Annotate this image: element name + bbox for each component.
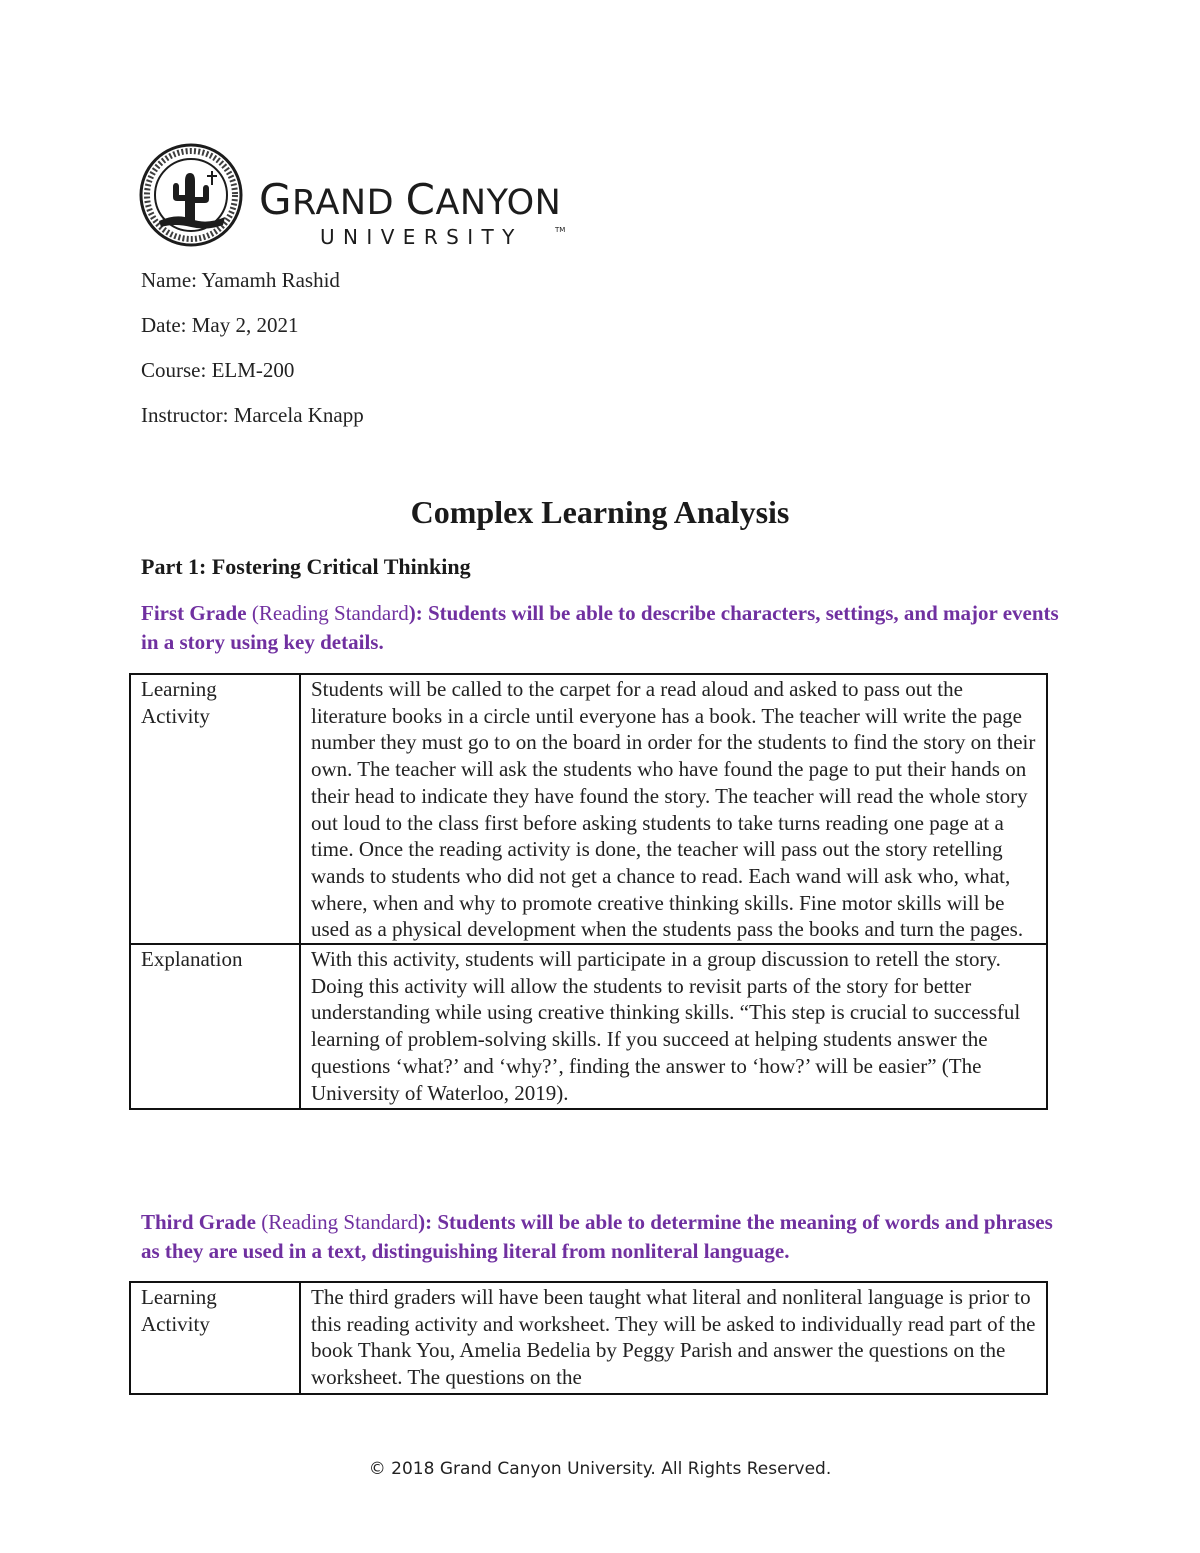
first-grade-table — [129, 673, 1048, 1110]
row-content: The third graders will have been taught what literal and nonliteral language is prior to this reading activity and worksheet. They will be asked to individually read part of the book Thank You, Amelia Bedelia by Peggy Parish and answer the questions on the worksheet. The questions on the — [300, 1282, 1047, 1394]
row-label: Learning Activity — [130, 674, 300, 944]
row-content: Students will be called to the carpet for a read aloud and asked to pass out the literature books in a circle until everyone has a book. The teacher will write the page number they must go to on the board in order for the students to find the story on their own. The teacher will ask the students who have found the page to put their hands on their head to indicate they have found the story. The teacher will read the whole story out loud to the class first before asking students to take turns reading one page at a time. Once the reading activity is done, the teacher will pass out the story retelling wands to students who did not get a chance to read. Each wand will ask who, what, where, when and why to promote creative thinking skills. Fine motor skills will be used as a physical development when the students pass the books and turn the pages. — [300, 674, 1047, 944]
logo-word-rand: RAND — [292, 183, 406, 223]
copyright-footer: © 2018 Grand Canyon University. All Rights Reserved. — [368, 1459, 832, 1479]
logo-initial-g: G — [259, 175, 293, 224]
logo-subtitle: UNIVERSITY — [320, 225, 523, 249]
paren-open: ( — [255, 1210, 269, 1234]
logo-trademark: TM — [555, 226, 566, 234]
row-content: With this activity, students will participate in a group discussion to retell the story. Doing this activity will allow the students to revisit parts of the story for better understanding while using creative thinking skills. “This step is crucial to successful learning of problem-solving skills. If you succeed at helping students answer the questions ‘what?’ and ‘why?’, finding the answer to ‘how?’ will be easier” (The University of Waterloo, 2019). — [300, 944, 1047, 1109]
course-code: Course: ELM-200 — [141, 358, 295, 382]
table-row — [130, 1282, 1047, 1394]
submission-date: Date: May 2, 2021 — [141, 313, 299, 337]
logo-wordmark — [259, 175, 562, 224]
row-label: Explanation — [130, 944, 300, 1109]
document-title: Complex Learning Analysis — [410, 494, 790, 530]
table-row — [130, 674, 1047, 944]
part-heading: Part 1: Fostering Critical Thinking — [141, 554, 471, 579]
grade-label: Third Grade — [141, 1210, 256, 1234]
student-name: Name: Yamamh Rashid — [141, 268, 340, 292]
paren-open: ( — [246, 601, 259, 625]
university-seal-icon — [137, 143, 247, 248]
logo-word-anyon: ANYON — [435, 183, 562, 223]
paren-close: ): — [418, 1210, 438, 1234]
instructor-name: Instructor: Marcela Knapp — [141, 403, 364, 427]
logo-initial-c: C — [405, 175, 436, 224]
standard-text: Students will be able to determine the meaning of words and phrases as they are used in a text, distinguishing literal from nonliteral language. — [141, 1210, 1053, 1263]
third-grade-table — [129, 1281, 1048, 1395]
table-row — [130, 944, 1047, 1109]
paren-close: ): — [408, 601, 428, 625]
row-label: Learning Activity — [130, 1282, 300, 1394]
standard-type: Reading Standard — [258, 601, 409, 625]
first-grade-standard — [141, 599, 1061, 657]
university-logo — [137, 143, 617, 248]
grade-label: First Grade — [141, 601, 247, 625]
standard-text: Students will be able to describe characters, settings, and major events in a story using key details. — [141, 601, 1059, 654]
standard-type: Reading Standard — [268, 1210, 419, 1234]
third-grade-standard — [141, 1208, 1061, 1266]
